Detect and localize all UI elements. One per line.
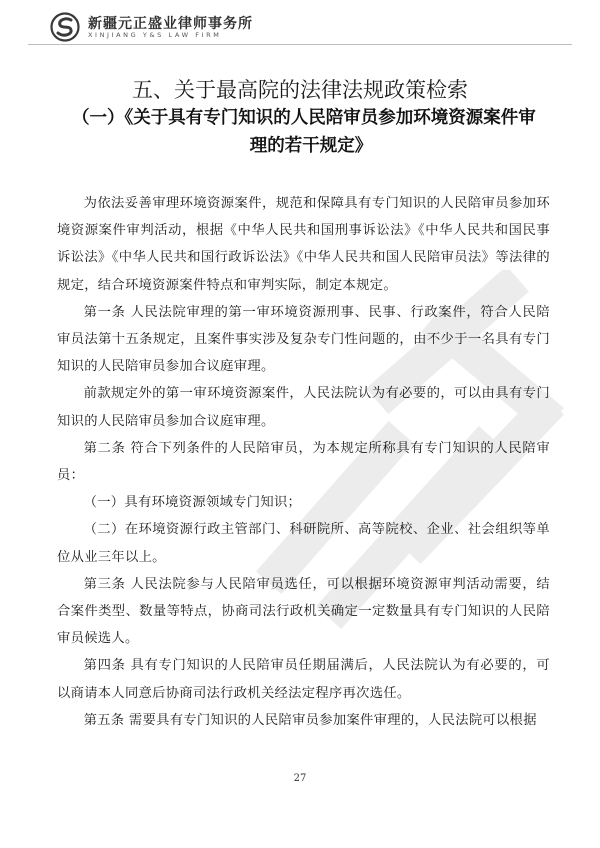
paragraph-article-4: 第四条 具有专门知识的人民陪审员任期届满后，人民法院认为有必要的，可以商请本人同意后协商司法行政机关经法定程序再次选任。 <box>57 658 550 701</box>
firm-logo-icon <box>50 12 80 42</box>
firm-name-cn: 新疆元正盛业律师事务所 <box>88 16 253 32</box>
page-number: 27 <box>293 773 307 784</box>
header-divider <box>28 44 572 45</box>
subsection-title-line-2: 理的若干规定》 <box>249 136 373 156</box>
paragraph-preamble: 为依法妥善审理环境资源案件，规范和保障具有专门知识的人民陪审员参加环境资源案件审判活动，根据《中华人民共和国刑事诉讼法》《中华人民共和国民事诉讼法》《中华人民共和国行政诉讼法》《中华人民共和国人民陪审员法》等法律的规定，结合环境资源案件特点和审判实际，制定本规定。 <box>57 196 550 293</box>
paragraph-article-3: 第三条 人民法院参与人民陪审员选任，可以根据环境资源审判活动需要，结合案件类型、数量等特点，协商司法行政机关确定一定数量具有专门知识的人民陪审员候选人。 <box>57 576 550 647</box>
paragraph-article-2-item-1: （一）具有环境资源领域专门知识； <box>83 495 302 511</box>
subsection-title <box>72 104 550 160</box>
paragraph-article-1-2: 前款规定外的第一审环境资源案件，人民法院认为有必要的，可以由具有专门知识的人民陪审员参加合议庭审理。 <box>57 386 550 429</box>
paragraph-article-2-item-2: （二）在环境资源行政主管部门、科研院所、高等院校、企业、社会组织等单位从业三年以上。 <box>57 522 550 565</box>
firm-name-en: XINJIANG Y&S LAW FIRM <box>88 31 222 39</box>
paragraph-article-2: 第二条 符合下列条件的人民陪审员，为本规定所称具有专门知识的人民陪审员： <box>57 440 550 484</box>
page-header <box>28 8 572 44</box>
section-title: 五、关于最高院的法律法规政策检索 <box>132 78 468 102</box>
paragraph-article-5: 第五条 需要具有专门知识的人民陪审员参加案件审理的，人民法院可以根据 <box>83 712 537 728</box>
subsection-title-line-1: （一）《关于具有专门知识的人民陪审员参加环境资源案件审 <box>72 108 536 128</box>
body-text <box>57 190 550 734</box>
paragraph-article-1: 第一条 人民法院审理的第一审环境资源刑事、民事、行政案件，符合人民陪审员法第十五条规定，且案件事实涉及复杂专门性问题的，由不少于一名具有专门知识的人民陪审员参加合议庭审理。 <box>57 304 550 375</box>
